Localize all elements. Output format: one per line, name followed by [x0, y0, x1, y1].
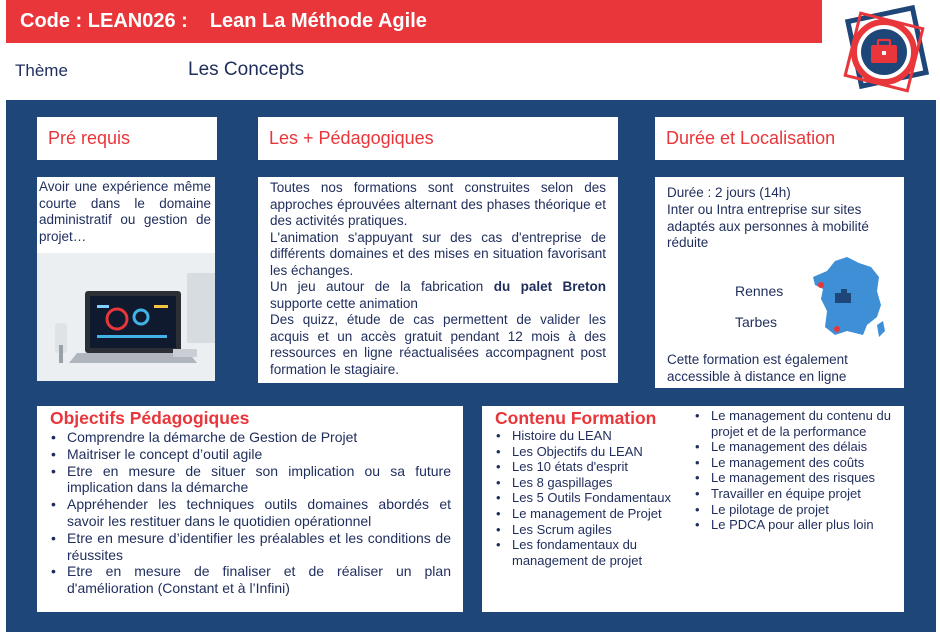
pedagogiques-p3: [270, 279, 606, 312]
theme-value: Les Concepts: [188, 59, 305, 80]
objectifs-box: [37, 406, 463, 612]
contenu-item: • Les 10 états d'esprit: [492, 459, 692, 475]
contenu-item: • Le management des délais: [691, 439, 896, 455]
duree-duration: Durée : 2 jours (14h): [667, 185, 791, 200]
pedagogiques-content: [270, 180, 606, 378]
objectif-item: • Etre en mesure d’identifier les préalables et les conditions de réussites: [47, 530, 451, 564]
contenu-item: • Le pilotage de projet: [691, 502, 896, 518]
city-rennes: Rennes: [735, 283, 784, 299]
contenu-list-col1: [492, 428, 692, 568]
france-map-icon: [807, 251, 889, 341]
duree-distance: Cette formation est également accessible à distance en ligne: [667, 352, 848, 384]
city-tarbes: Tarbes: [735, 314, 778, 330]
laptop-image: [37, 253, 215, 381]
pedagogiques-p3-prefix: Un jeu autour de la fabrication: [270, 279, 494, 294]
objectifs-title: Objectifs Pédagogiques: [50, 408, 250, 428]
prerequis-box: [37, 177, 215, 254]
objectif-item: • Etre en mesure de finaliser et de réaliser un plan d'amélioration (Constant et à l’Infini): [47, 563, 451, 597]
contenu-item: • Le PDCA pour aller plus loin: [691, 517, 896, 533]
prerequis-text: Avoir une expérience même courte dans le domaine administratif ou gestion de projet…: [39, 179, 211, 244]
objectif-item: • Appréhender les techniques outils domaines abordés et savoir les restituer dans le quotidien opérationnel: [47, 496, 451, 530]
contenu-item: • Travailler en équipe projet: [691, 486, 896, 502]
prerequis-title: Pré requis: [48, 128, 131, 148]
duree-title-box: [655, 117, 904, 160]
laptop-icon: [37, 253, 215, 381]
contenu-item: • Histoire du LEAN: [492, 428, 692, 444]
course-code: Code : LEAN026 :: [20, 10, 188, 32]
contenu-title: Contenu Formation: [495, 408, 657, 428]
pedagogiques-p3-bold: du palet Breton: [493, 279, 606, 294]
contenu-item: • Les Scrum agiles: [492, 522, 692, 538]
duree-box: [655, 177, 904, 388]
prerequis-title-box: [37, 117, 217, 160]
header-bar: [6, 0, 822, 43]
objectif-item: • Etre en mesure de situer son implication ou sa future implication dans la démarche: [47, 463, 451, 497]
pedagogiques-title: Les + Pédagogiques: [269, 128, 434, 148]
duree-title: Durée et Localisation: [666, 128, 836, 148]
duree-intra: Inter ou Intra entreprise sur sites adaptés aux personnes à mobilité réduite: [667, 202, 869, 250]
contenu-item: • Les Objectifs du LEAN: [492, 444, 692, 460]
pedagogiques-title-box: [258, 117, 618, 160]
contenu-item: • Le management des coûts: [691, 455, 896, 471]
briefcase-logo-icon: [838, 2, 934, 98]
contenu-item: • Les 5 Outils Fondamentaux: [492, 490, 692, 506]
theme-label: Thème: [15, 61, 68, 80]
course-title: Lean La Méthode Agile: [209, 10, 427, 32]
contenu-item: • Le management des risques: [691, 470, 896, 486]
pedagogiques-p4: Des quizz, étude de cas permettent de valider les acquis et un accès gratuit pendant 12 mois à des ressources en ligne réactualisées accompagnent post formation le stagiaire.: [270, 312, 606, 377]
pedagogiques-p3-suffix: supporte cette animation: [270, 295, 418, 311]
objectif-item: • Comprendre la démarche de Gestion de Projet: [47, 429, 451, 446]
pedagogiques-p2: L'animation s'appuyant sur des cas d'entreprise de différents domaines et des mises en situation favorisant les échanges.: [270, 229, 606, 278]
pedagogiques-p1: Toutes nos formations sont construites selon des approches éprouvées alternant des phases théorique et des activités pratiques.: [270, 180, 606, 228]
contenu-item: • Les fondamentaux du management de projet: [492, 537, 692, 568]
contenu-item: • Les 8 gaspillages: [492, 475, 692, 491]
objectifs-list: [47, 429, 451, 597]
objectif-item: • Maitriser le concept d’outil agile: [47, 446, 451, 463]
contenu-box: [482, 406, 904, 612]
contenu-item: • Le management du contenu du projet et de la performance: [691, 408, 896, 439]
contenu-item: • Le management de Projet: [492, 506, 692, 522]
pedagogiques-box: [258, 177, 618, 383]
contenu-list-col2: [691, 408, 896, 533]
